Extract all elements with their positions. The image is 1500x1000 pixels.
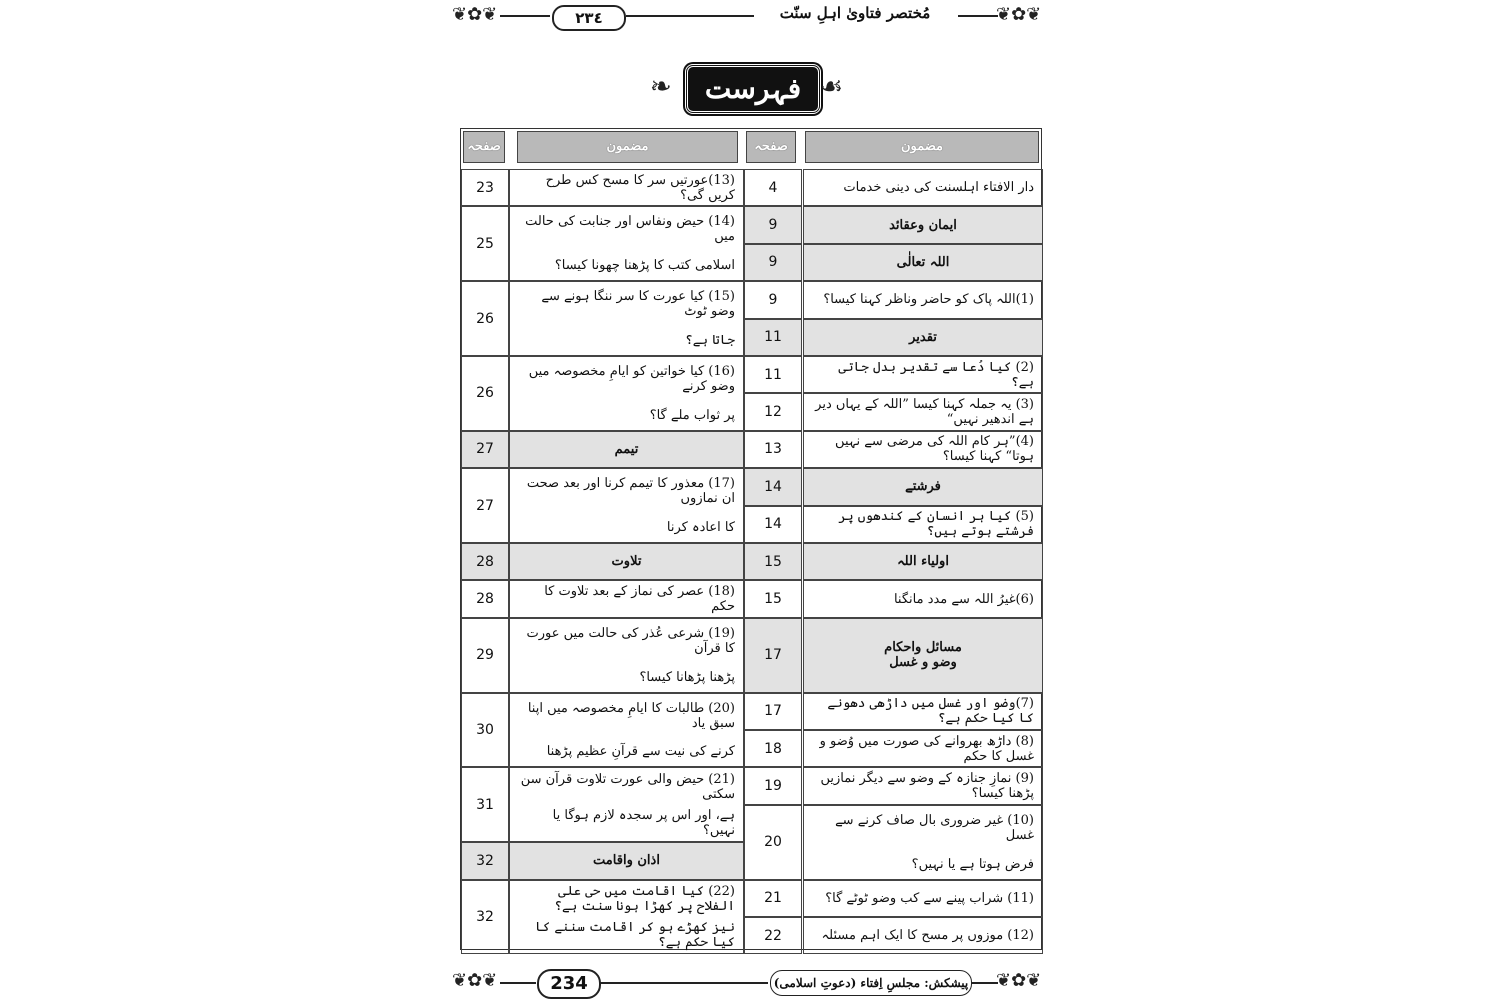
right-subject-cell (803, 543, 1043, 580)
right-subject-cell (803, 281, 1043, 318)
right-subject-line: ایمان وعقائد (889, 217, 957, 233)
left-subject-line: (22) کیا اقامت میں حی علی الفلاح پر کھڑا ہونا سنت ہے؟ (554, 883, 735, 914)
left-page-cell: 31 (461, 767, 509, 842)
footer-label: پیشکش: مجلسِ اِفتاء (دعوتِ اسلامی) (770, 970, 972, 996)
right-subject-cell (803, 730, 1043, 767)
header-subject-left: مضمون (517, 131, 738, 163)
left-page-cell: 26 (461, 281, 509, 356)
right-page-cell: 9 (744, 281, 802, 318)
right-subject-cell (803, 506, 1043, 543)
right-subject-cell (803, 580, 1043, 617)
header-rule-middle (626, 15, 754, 17)
right-subject-line: دار الافتاء اہلسنت کی دینی خدمات (843, 180, 1034, 196)
left-subject-cell (509, 842, 744, 879)
left-subject-cell (509, 580, 744, 617)
right-page-cell: 9 (744, 244, 802, 281)
footer-rule-middle (600, 982, 768, 984)
right-page-cell: 17 (744, 618, 802, 693)
left-subject-line: (18) عصر کی نماز کے بعد تلاوت کا حکم (544, 584, 735, 615)
left-page-cell: 32 (461, 880, 509, 955)
left-subject-cell (509, 431, 744, 468)
title-ornament-left: ❧ (650, 72, 672, 102)
left-subject-cell (509, 880, 744, 955)
header-book-title: مُختصر فتاویٰ اہلِ سنّت (779, 4, 931, 22)
left-subject-line: تیمم (614, 441, 639, 457)
right-subject-cell (803, 393, 1043, 430)
right-subject-line: (10) غیر ضروری بال صاف کرنے سے غسل (835, 812, 1034, 843)
left-subject-cell (509, 468, 744, 543)
right-subject-line: فرض ہوتا ہے یا نہیں؟ (911, 856, 1034, 872)
right-subject-line: (1)اللہ پاک کو حاضر وناظر کہنا کیسا؟ (823, 292, 1034, 308)
footer-page-number: 234 (537, 969, 601, 999)
header-page-number: ٢٣٤ (552, 5, 626, 31)
right-page-cell: 19 (744, 767, 802, 804)
right-subject-line: (2) کیا دُعا سے تقدیر بدل جاتی ہے؟ (838, 359, 1034, 390)
right-subject-line: (12) موزوں پر مسح کا ایک اہم مسئلہ (821, 928, 1034, 944)
header-page-left: صفحہ (463, 131, 505, 163)
right-page-cell: 22 (744, 917, 802, 954)
header-rule-left (500, 15, 550, 17)
header-ornament-right: ❦✿❦ (996, 4, 1042, 25)
footer-rule-left (500, 982, 536, 984)
footer-ornament-right: ❦✿❦ (996, 970, 1042, 991)
right-page-cell: 12 (744, 393, 802, 430)
right-subject-line: (9) نمازِ جنازہ کے وضو سے دیگر نمازیں پڑھنا کیسا؟ (820, 771, 1034, 802)
right-page-cell: 20 (744, 805, 802, 880)
right-subject-line: (3) یہ جملہ کہنا کیسا ”اللہ کے یہاں دیر ہے اندھیر نہیں“ (815, 397, 1034, 428)
right-subject-cell (803, 767, 1043, 804)
left-page-cell: 25 (461, 206, 509, 281)
left-subject-line: (16) کیا خواتین کو ایامِ مخصوصہ میں وضو کرنے (528, 363, 735, 394)
right-page-cell: 9 (744, 206, 802, 243)
left-page-cell: 26 (461, 356, 509, 431)
right-subject-cell (803, 206, 1043, 243)
right-page-cell: 15 (744, 580, 802, 617)
right-page-cell: 13 (744, 431, 802, 468)
right-page-cell: 18 (744, 730, 802, 767)
left-subject-line: (17) معذور کا تیمم کرنا اور بعد صحت ان نمازوں (526, 476, 735, 507)
right-subject-cell (803, 169, 1043, 206)
right-subject-line: اللہ تعالٰی (896, 254, 950, 270)
right-subject-cell (803, 319, 1043, 356)
right-subject-cell (803, 693, 1043, 730)
left-subject-line: نیز کھڑے ہو کر اقامت سننے کا کیا حکم ہے؟ (535, 920, 735, 951)
left-subject-cell (509, 767, 744, 842)
left-subject-cell (509, 356, 744, 431)
title-ornament-right: ☙ (820, 72, 844, 102)
left-page-cell: 27 (461, 431, 509, 468)
left-page-cell: 27 (461, 468, 509, 543)
left-page-cell: 28 (461, 543, 509, 580)
left-subject-line: (15) کیا عورت کا سر ننگا ہونے سے وضو ٹوٹ (541, 289, 735, 320)
left-subject-line: جاتا ہے؟ (685, 333, 735, 349)
page-title: فہرست (685, 64, 821, 114)
right-subject-cell (803, 880, 1043, 917)
left-page-cell: 23 (461, 169, 509, 206)
right-page-cell: 15 (744, 543, 802, 580)
footer-rule-right (972, 982, 998, 984)
right-subject-line: مسائل واحکام (884, 640, 962, 656)
right-page-cell: 21 (744, 880, 802, 917)
header-ornament-left: ❦✿❦ (452, 4, 498, 25)
right-subject-line: (6)غیرُ اللہ سے مدد مانگنا (893, 591, 1034, 607)
header-subject-right: مضمون (805, 131, 1039, 163)
left-subject-line: (21) حیض والی عورت تلاوت قرآن سن سکتی (520, 771, 735, 802)
left-page-cell: 32 (461, 842, 509, 879)
right-subject-cell (803, 468, 1043, 505)
left-page-cell: 30 (461, 693, 509, 768)
right-page-cell: 17 (744, 693, 802, 730)
left-subject-line: اسلامی کتب کا پڑھنا چھونا کیسا؟ (554, 258, 735, 274)
right-page-cell: 11 (744, 356, 802, 393)
left-subject-line: پڑھنا پڑھانا کیسا؟ (639, 669, 735, 685)
left-subject-line: اذان واقامت (593, 853, 660, 869)
header-rule-right (958, 15, 998, 17)
right-subject-line: وضو و غسل (889, 655, 957, 671)
left-page-cell: 29 (461, 618, 509, 693)
right-subject-line: فرشتے (905, 479, 941, 495)
left-subject-cell (509, 618, 744, 693)
left-subject-cell (509, 206, 744, 281)
right-subject-line: (5) کیا ہر انسان کے کندھوں پر فرشتے ہوتے ہیں؟ (838, 509, 1034, 540)
left-subject-line: تلاوت (611, 554, 642, 570)
right-page-cell: 14 (744, 468, 802, 505)
left-subject-line: کرنے کی نیت سے قرآنِ عظیم پڑھنا (546, 744, 735, 760)
header-page-right: صفحہ (746, 131, 796, 163)
right-subject-cell (803, 244, 1043, 281)
contents-table (460, 128, 1042, 950)
left-subject-line: (20) طالبات کا ایامِ مخصوصہ میں اپنا سبق یاد (527, 700, 735, 731)
title-cartouche (650, 58, 850, 116)
left-subject-cell (509, 281, 744, 356)
right-subject-cell (803, 356, 1043, 393)
right-subject-line: (4)”ہر کام اللہ کی مرضی سے نہیں ہوتا“ کہنا کیسا؟ (835, 434, 1034, 465)
left-subject-cell (509, 693, 744, 768)
right-subject-line: (11) شراب پینے سے کب وضو ٹوٹے گا؟ (825, 890, 1034, 906)
right-subject-cell (803, 431, 1043, 468)
left-subject-line: کا اعادہ کرنا (666, 520, 735, 536)
left-page-cell: 28 (461, 580, 509, 617)
left-subject-line: ہے، اور اس پر سجدہ لازم ہوگا یا نہیں؟ (552, 807, 735, 838)
right-subject-cell (803, 618, 1043, 693)
right-page-cell: 11 (744, 319, 802, 356)
right-subject-cell (803, 805, 1043, 880)
left-subject-line: پر ثواب ملے گا؟ (649, 407, 735, 423)
footer-ornament-left: ❦✿❦ (452, 970, 498, 991)
left-subject-cell (509, 543, 744, 580)
left-subject-line: (13)عورتیں سر کا مسح کس طرح کریں گی؟ (545, 172, 735, 203)
left-subject-line: (19) شرعی عُذر کی حالت میں عورت کا قرآن (526, 625, 735, 656)
right-page-cell: 4 (744, 169, 802, 206)
right-subject-line: اولیاء اللہ (897, 554, 949, 570)
right-subject-line: (8) داڑھ بھروانے کی صورت میں وُضو و غسل کا حکم (819, 733, 1034, 764)
right-subject-line: تقدیر (909, 329, 937, 345)
right-subject-cell (803, 917, 1043, 954)
right-page-cell: 14 (744, 506, 802, 543)
right-subject-line: (7)وضو اور غسل میں داڑھی دھونے کا کیا حکم ہے؟ (827, 696, 1034, 727)
left-subject-line: (14) حیض ونفاس اور جنابت کی حالت میں (525, 214, 735, 245)
left-subject-cell (509, 169, 744, 206)
